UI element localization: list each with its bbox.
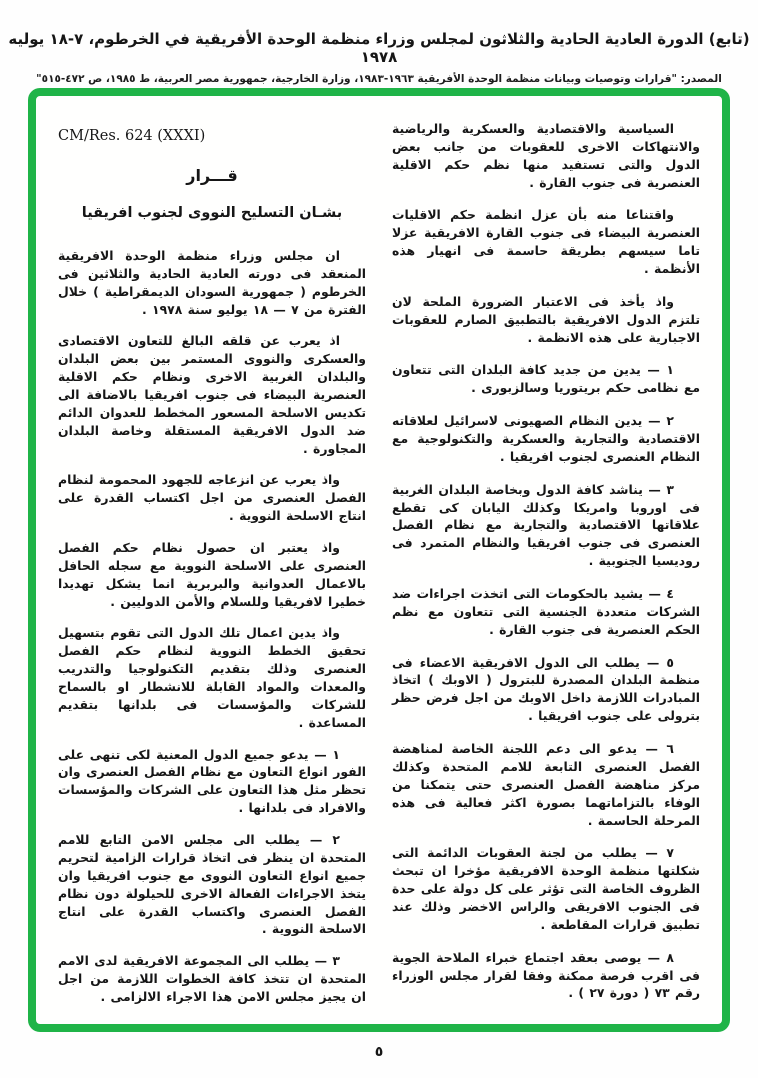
resolution-reference: CM/Res. 624 (XXXI) <box>58 128 206 144</box>
resolution-item-3: ٣ — يطلب الى المجموعة الافريقية لدى الامم المتحدة ان تتخذ كافة الخطوات اللازمة من اجل ان يجيز مجلس الامن هذا الاجراء الالزامى . <box>58 953 366 1004</box>
paragraph: واذ يأخذ فى الاعتبار الضرورة الملحة لان تلتزم الدول الافريقية بالتطبيق الصارم للعقوبات الاجبارية على هذه الانظمة . <box>392 293 700 345</box>
preamble-paragraph: واذ يعرب عن انزعاجه للجهود المحمومة لنظام الفصل العنصرى من اجل اكتساب القدرة على انتاج الاسلحة النووية . <box>58 472 366 524</box>
page-header <box>0 30 758 85</box>
preamble-paragraph: اذ يعرب عن قلقه البالغ للتعاون الاقتصادى والعسكرى والنووى المستمر بين بعض البلدان والبلدان الغربية الاخرى ونظام حكم الاقلية العنصرية البيضاء فى جنوب افريقيا بالاضافة الى تكديس الاسلحة المسعور المخطط للعدوان الدائم ضد الدول الافريقية المستقلة وخاصة البلدان المجاورة . <box>58 333 366 456</box>
page-footer <box>0 1041 758 1060</box>
two-column-layout <box>58 120 700 1014</box>
resolution-subtitle: بشـان التسليح النووى لجنوب افريقيا <box>81 205 343 221</box>
paragraph: السياسية والاقتصادية والعسكرية والرياضية والانتهاكات الاخرى للعقوبات من جانب بعض الدول والتى تستفيد منها نظم حكم الاقلية العنصرية فى جنوب القارة . <box>392 121 700 190</box>
paragraph: واقتناعا منه بأن عزل انظمة حكم الاقليات العنصرية البيضاء فى جنوب القارة الافريقية عزلا تاما سيسهم بطريقة حاسمة فى انهيار هذه الأنظمة . <box>392 207 700 277</box>
resolution-title: قـــرار <box>186 166 238 185</box>
resolution-item-8: ٨ — يوصى بعقد اجتماع خبراء الملاحة الجوية فى اقرب فرصة ممكنة وفقا لقرار مجلس الوزراء رقم ٧٣ ( دورة ٢٧ ) . <box>392 949 700 1001</box>
resolution-item-1: ١ — يدين من جديد كافة البلدان التى تتعاون مع نظامى حكم بريتوريا وسالزبورى . <box>392 362 700 396</box>
resolution-item-3: ٣ — يناشد كافة الدول وبخاصة البلدان الغربية فى اوروبا وامريكا وكذلك اليابان كى تقطع علاقاتها الاقتصادية والتجارية مع نظام الفصل العنصرى فى جنوب افريقيا والنظام المتمرد فى روديسيا الجنوبية . <box>392 481 700 569</box>
page-number: ٥ <box>374 1044 384 1060</box>
preamble-paragraph: واذ يدين اعمال تلك الدول التى تقوم بتسهيل تحقيق الخطط النووية لنظام حكم الفصل العنصرى وذلك بتقديم التكنولوجيا والتدريب والمعدات والمواد القابلة للانشطار او بالسماح للشركات والمؤسسات فى بلدانها بتقديم المساعدة . <box>58 625 366 730</box>
resolution-item-1: ١ — يدعو جميع الدول المعنية لكى تنهى على الفور انواع التعاون مع نظام الفصل العنصرى وان تحظر مثل هذا التعاون على الشركات والمؤسسات والافراد فى بلدانها . <box>58 746 366 816</box>
left-column <box>58 120 366 1014</box>
resolution-item-6: ٦ — يدعو الى دعم اللجنة الخاصة لمناهضة الفصل العنصرى التابعة للامم المتحدة وكذلك مركز مناهضة الفصل العنصرى حتى يتمكنا من الوفاء بالتزاماتهما بصورة اكثر فعالية فى هذه المرحلة الحاسمة . <box>392 741 700 828</box>
right-column <box>392 120 700 1014</box>
resolution-item-2: ٢ — يدين النظام الصهيونى لاسرائيل لعلاقاته الاقتصادية والتجارية والعسكرية والتكنولوجية مع النظام العنصرى لجنوب افريقيا . <box>392 413 700 464</box>
resolution-item-7: ٧ — يطلب من لجنة العقوبات الدائمة التى شكلتها منظمة الوحدة الافريقية مؤخرا ان تبحث الظروف الخاصة التى تؤثر على كل دولة على حدة فى الجنوب الافريقى والراس الاخضر وذلك عند تطبيق قرارات المقاطعة . <box>392 845 700 932</box>
session-title: (تابع) الدورة العادية الحادية والثلاثون لمجلس وزراء منظمة الوحدة الأفريقية في الخرطوم، ٧-١٨ يوليه ١٩٧٨ <box>8 30 750 66</box>
resolution-item-4: ٤ — يشيد بالحكومات التى اتخذت اجراءات ضد الشركات متعددة الجنسية التى تتعاون مع نظم الحكم العنصرية فى جنوب القارة . <box>392 586 700 637</box>
preamble-paragraph: ان مجلس وزراء منظمة الوحدة الافريقية المنعقد فى دورته العادية الحادية والثلاثين فى الخرطوم ( جمهورية السودان الديمقراطية ) خلال الفترة من ٧ — ١٨ يوليو سنة ١٩٧٨ . <box>58 248 366 317</box>
green-border-frame <box>28 88 730 1032</box>
source-citation: المصدر: "قرارات وتوصيات وبيانات منظمة الوحدة الأفريقية ١٩٦٣-١٩٨٣، وزارة الخارجية، جمهورية مصر العربية، ط ١٩٨٥، ص ٤٧٢-٥١٥" <box>36 73 722 85</box>
resolution-item-2: ٢ — يطلب الى مجلس الامن التابع للامم المتحدة ان ينظر فى اتخاذ قرارات الزامية لتحريم جميع انواع التعاون النووى مع جنوب افريقيا وان يتخذ الاجراءات الفعالة الاخرى للحيلولة دون نظام الفصل العنصرى واكتساب القدرة على انتاج الاسلحة النووية . <box>58 832 366 937</box>
preamble-paragraph: واذ يعتبر ان حصول نظام حكم الفصل العنصرى على الاسلحة النووية مع سجله الحافل بالاعمال العدوانية والبربرية انما يشكل تهديدا خطيرا لافريقيا وللسلام والأمن الدوليين . <box>58 540 366 609</box>
resolution-item-5: ٥ — يطلب الى الدول الافريقية الاعضاء فى منظمة البلدان المصدرة للبترول ( الاوبك ) اتخاذ المبادرات اللازمة داخل الاوبك من اجل فرض حظر بترولى على جنوب افريقيا . <box>392 654 700 724</box>
